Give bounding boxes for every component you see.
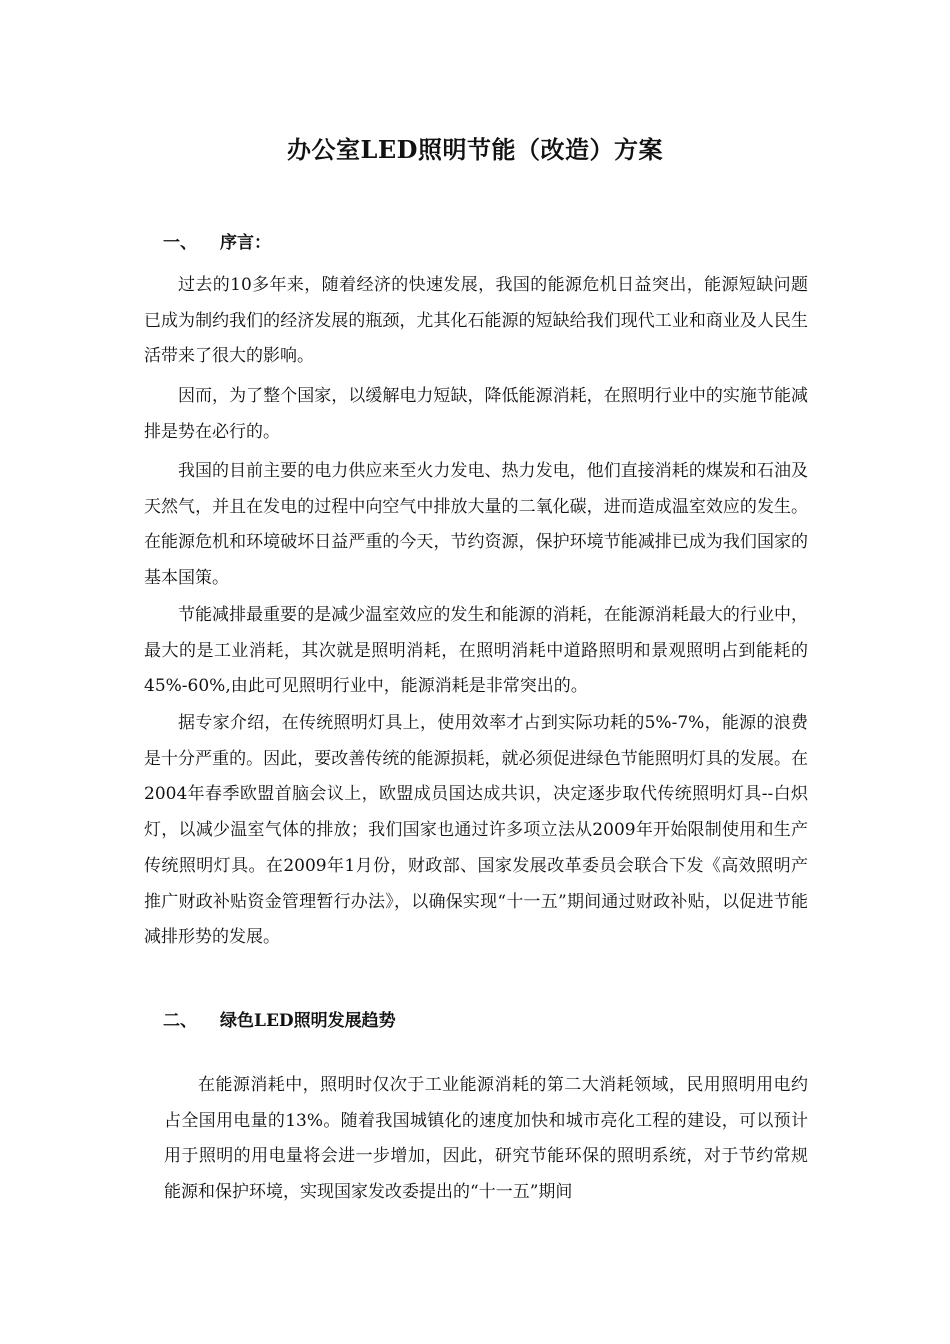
paragraph: 过去的10多年来，随着经济的快速发展，我国的能源危机日益突出，能源短缺问题已成为制约我们的经济发展的瓶颈，尤其化石能源的短缺给我们现代工业和商业及人民生活带来了很大的影响。	[144, 275, 808, 367]
section-number: 二、	[163, 1011, 197, 1031]
paragraph: 在能源消耗中，照明时仅次于工业能源消耗的第二大消耗领域，民用照明用电约占全国用电量的13%。随着我国城镇化的速度加快和城市亮化工程的建设，可以预计用于照明的用电量将会进一步增加，因此，研究节能环保的照明系统，对于节约常规能源和保护环境，实现国家发改委提出的“十一五”期间	[164, 1075, 808, 1203]
section-heading-led-trend	[163, 1006, 396, 1031]
paragraph: 我国的目前主要的电力供应来至火力发电、热力发电，他们直接消耗的煤炭和石油及天然气，并且在发电的过程中向空气中排放大量的二氧化碳，进而造成温室效应的发生。在能源危机和环境破坏日益严重的今天，节约资源，保护环境节能减排已成为我们国家的基本国策。	[144, 461, 808, 589]
paragraph: 因而，为了整个国家，以缓解电力短缺，降低能源消耗，在照明行业中的实施节能减排是势在必行的。	[144, 386, 808, 442]
paragraph: 据专家介绍，在传统照明灯具上，使用效率才占到实际功耗的5%-7%，能源的浪费是十分严重的。因此，要改善传统的能源损耗，就必须促进绿色节能照明灯具的发展。在2004年春季欧盟首脑会议上，欧盟成员国达成共识，决定逐步取代传统照明灯具--白炽灯，以减少温室气体的排放；我们国家也通过许多项立法从2009年开始限制使用和生产传统照明灯具。在2009年1月份，财政部、国家发展改革委员会联合下发《高效照明产推广财政补贴资金管理暂行办法》，以确保实现“十一五”期间通过财政补贴，以促进节能减排形势的发展。	[144, 713, 808, 948]
page-title: 办公室LED照明节能（改造）方案	[287, 135, 663, 164]
paragraph: 节能减排最重要的是减少温室效应的发生和能源的消耗，在能源消耗最大的行业中，最大的是工业消耗，其次就是照明消耗，在照明消耗中道路照明和景观照明占到能耗的45%-60%,由此可见照明行业中，能源消耗是非常突出的。	[144, 605, 808, 697]
section-title: 绿色LED照明发展趋势	[220, 1011, 396, 1031]
section-number: 一、	[163, 233, 197, 253]
section-heading-preface	[163, 228, 271, 253]
section-title: 序言：	[220, 233, 271, 253]
